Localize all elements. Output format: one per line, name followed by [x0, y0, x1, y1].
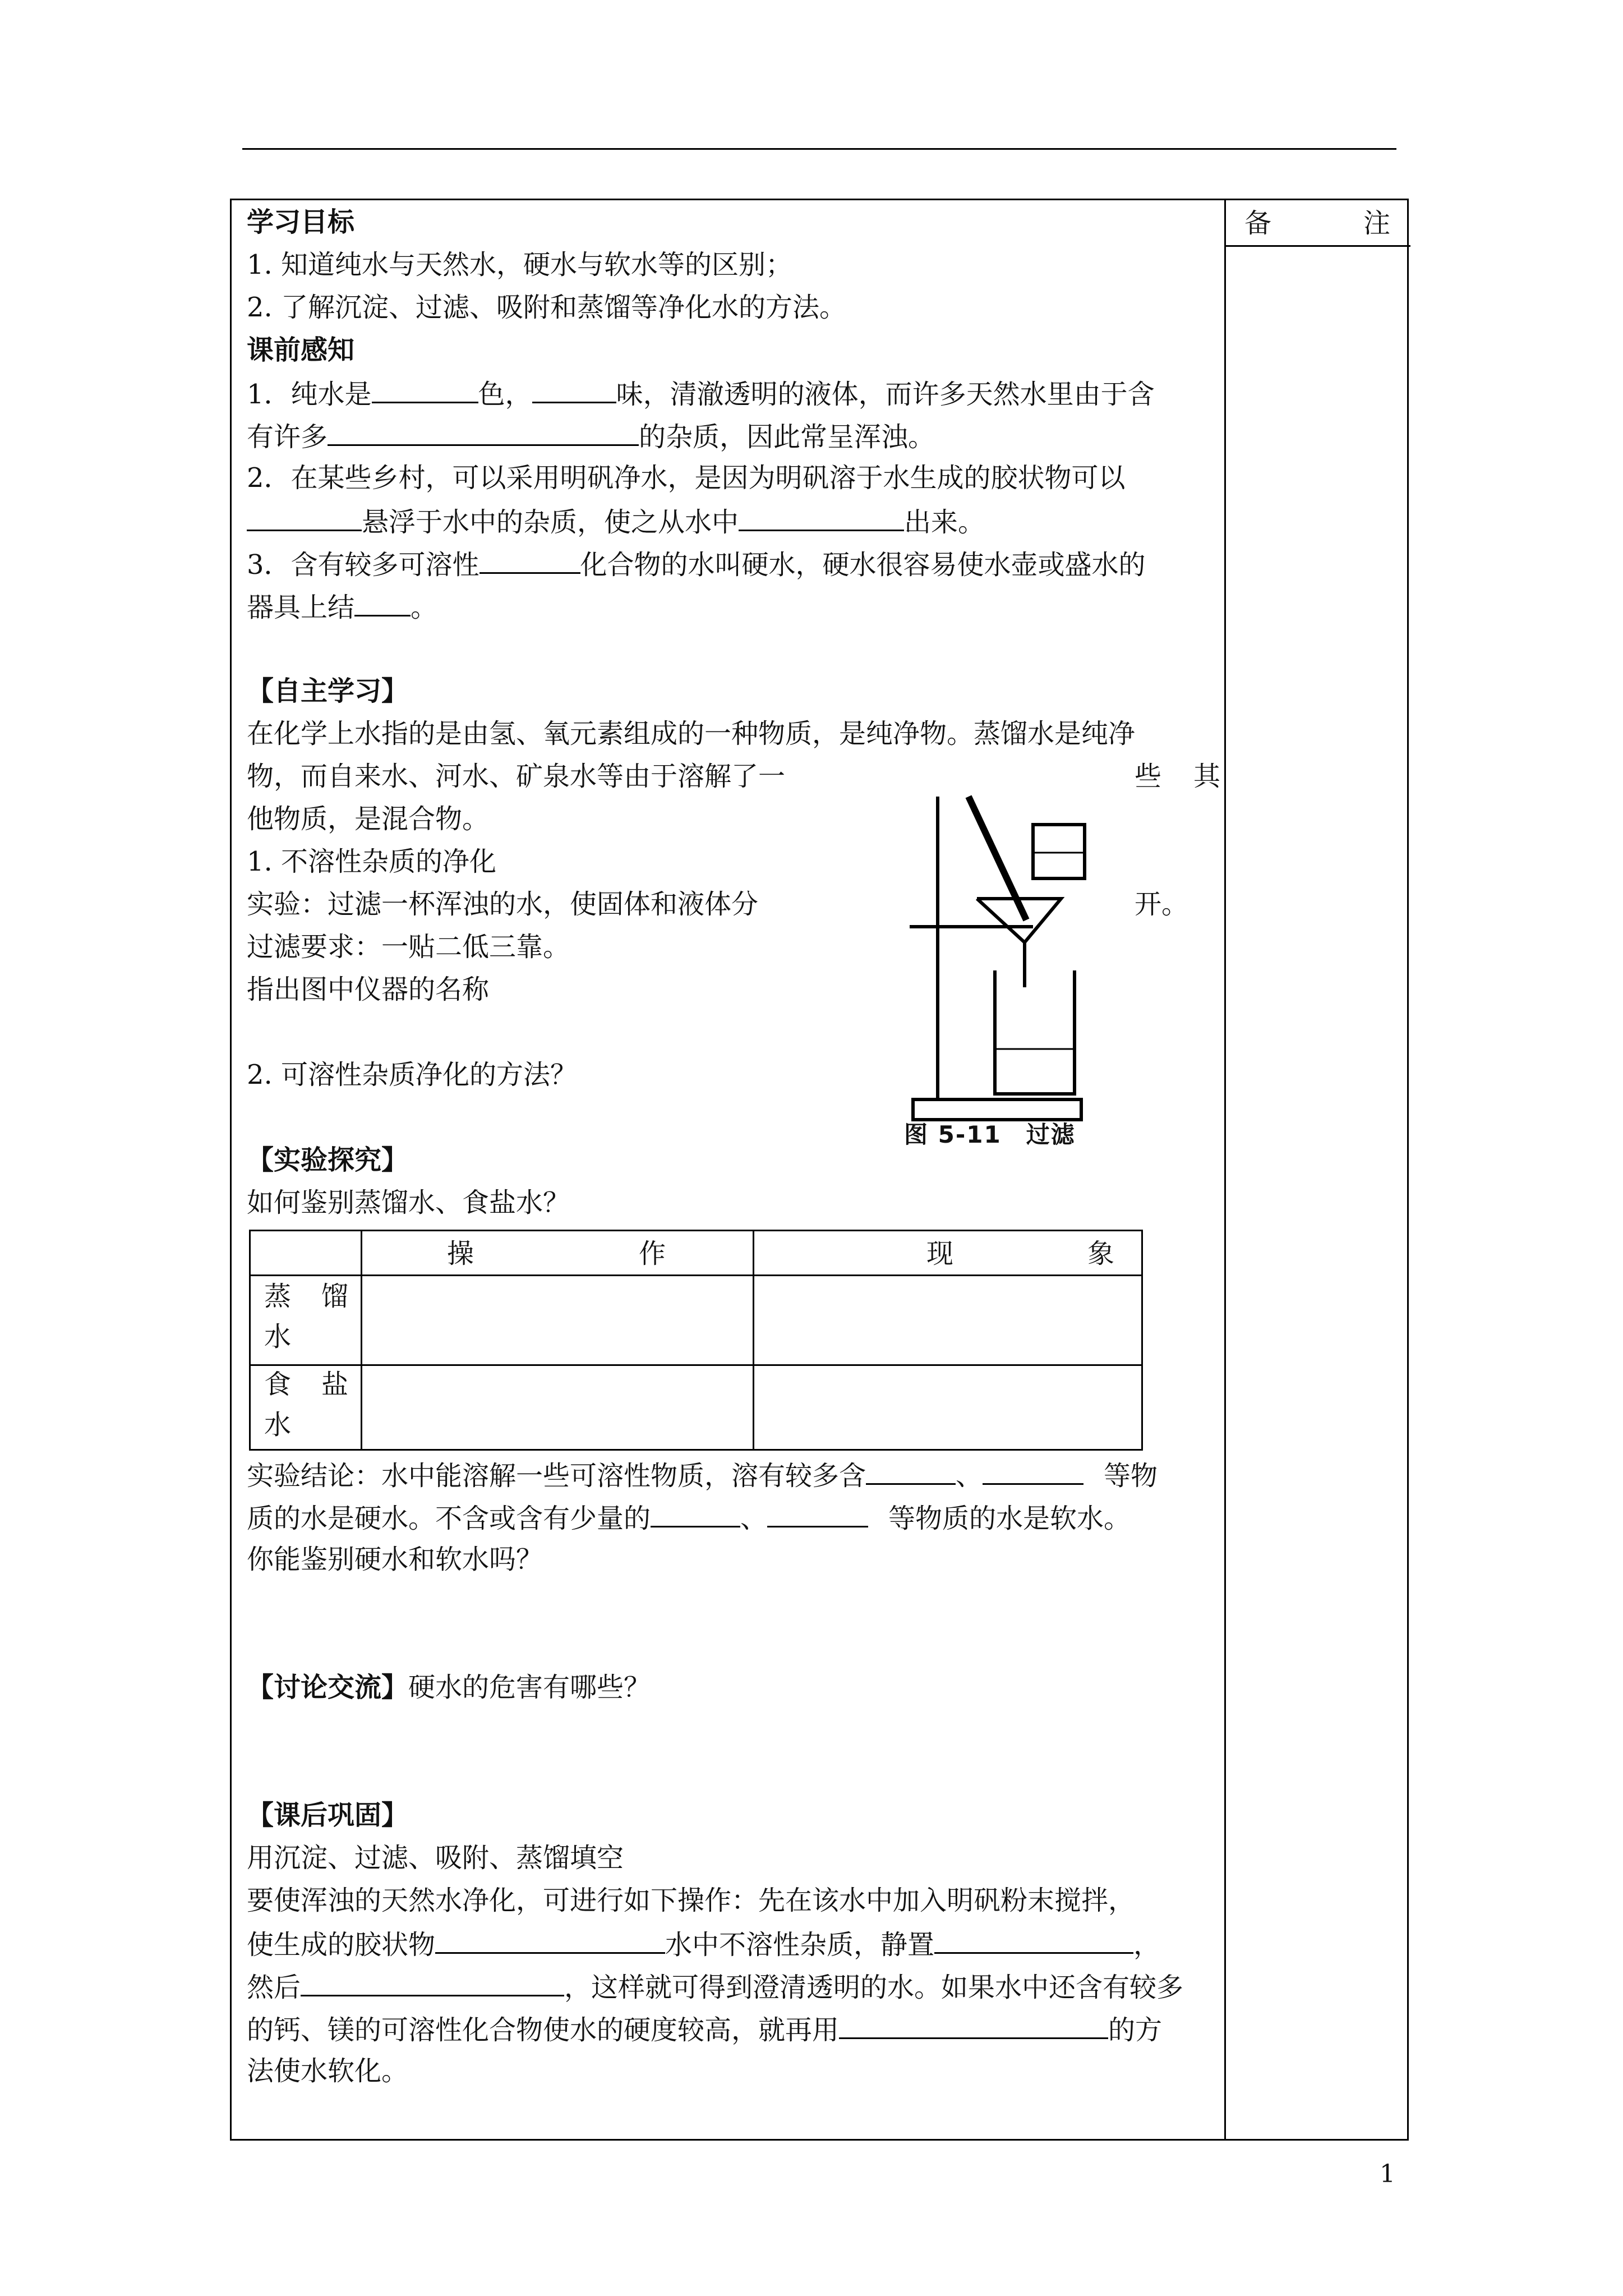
blank-impurities[interactable] [328, 414, 639, 446]
after-l2: 要使浑浊的天然水净化，可进行如下操作：先在该水中加入明矾粉末搅拌， [247, 1885, 1136, 1916]
goal-item-1: 1. 知道纯水与天然水，硬水与软水等的区别； [247, 249, 793, 280]
explore-question: 如何鉴别蒸馏水、食盐水？ [247, 1187, 570, 1218]
pre-title: 课前感知 [247, 334, 355, 366]
after-l1: 用沉淀、过滤、吸附、蒸馏填空 [247, 1842, 624, 1874]
name-instruments: 指出图中仪器的名称 [247, 974, 490, 1005]
blank-hard-2[interactable] [983, 1453, 1083, 1485]
goals-title: 学习目标 [247, 206, 355, 238]
notes-header-rule [1224, 245, 1410, 247]
pre-q1-line2: 有许多 的杂质，因此常呈浑浊。 [247, 414, 1211, 457]
conclusion-line1: 实验结论：水中能溶解一些可溶性物质，溶有较多含 、 等物 [247, 1453, 1211, 1496]
blank-color[interactable] [372, 371, 478, 403]
distinguish-question: 你能鉴别硬水和软水吗？ [247, 1544, 543, 1575]
explore-title: 【实验探究】 [247, 1144, 409, 1176]
lower-content [247, 1453, 1211, 2092]
after-l5: 的钙、镁的可溶性化合物使水的硬度较高，就再用 的方 [247, 2007, 1211, 2050]
self-study-p3: 他物质，是混合物。 [247, 803, 490, 835]
blank-adsorb-2[interactable] [435, 1922, 665, 1954]
discuss-title: 【讨论交流】 [247, 1672, 409, 1703]
page-number: 1 [1380, 2160, 1395, 2188]
section-insoluble: 1. 不溶性杂质的净化 [247, 846, 497, 877]
blank-compound[interactable] [479, 542, 580, 574]
notes-header-char-1: 备 [1244, 208, 1272, 239]
after-l3: 使生成的胶状物 水中不溶性杂质，静置 ， [247, 1922, 1211, 1964]
pre-q3-line1: 3．含有较多可溶性 化合物的水叫硬水，硬水很容易使水壶或盛水的 [247, 542, 1211, 585]
notes-header-char-2: 注 [1363, 208, 1390, 239]
notes-header [1235, 203, 1399, 244]
blank-filter[interactable] [301, 1964, 564, 1996]
column-divider [1224, 200, 1226, 2139]
pouring-beaker [1033, 825, 1085, 878]
table-row-divider [251, 1364, 1141, 1366]
blank-settle-2[interactable] [934, 1922, 1133, 1954]
self-study-title: 【自主学习】 [247, 675, 409, 707]
glass-rod [969, 797, 1026, 920]
pre-q2-line1: 2．在某些乡村，可以采用明矾净水，是因为明矾溶于水生成的胶状物可以 [247, 462, 1126, 494]
row-label-salt-water: 食 盐 水 [264, 1369, 348, 1441]
blank-adsorb[interactable] [247, 499, 362, 531]
pre-q1-line1: 1．纯水是 色， 味，清澈透明的液体，而许多天然水里由于含 [247, 371, 1211, 414]
conclusion-line2: 质的水是硬水。不含或含有少量的 、 等物质的水是软水。 [247, 1496, 1211, 1538]
row-label-distilled-water: 蒸 馏 水 [264, 1281, 348, 1352]
blank-soft-1[interactable] [651, 1496, 740, 1527]
blank-distill[interactable] [839, 2007, 1108, 2039]
pre-q2-line2: 悬浮于水中的杂质，使之从水中 出来。 [247, 499, 1211, 542]
pre-q3-line2: 器具上结 。 [247, 585, 1211, 627]
after-title: 【课后巩固】 [247, 1800, 409, 1831]
blank-soft-2[interactable] [767, 1496, 868, 1527]
self-study-p2: 物，而自来水、河水、矿泉水等由于溶解了一 些 其 [247, 761, 1221, 792]
observation-table [249, 1230, 1143, 1451]
after-l4: 然后 ，这样就可得到澄清透明的水。如果水中还含有较多 [247, 1964, 1211, 2007]
self-study-p1: 在化学上水指的是由氢、氧元素组成的一种物质，是纯净物。蒸馏水是纯净 [247, 718, 1136, 749]
table-header-operation: 操 作 [447, 1238, 666, 1269]
header-rule [242, 148, 1396, 150]
receiving-beaker [995, 970, 1075, 1094]
blank-settle[interactable] [739, 499, 904, 531]
filter-requirements: 过滤要求：一贴二低三靠。 [247, 931, 570, 963]
blank-hard-1[interactable] [866, 1453, 956, 1485]
figure-caption: 图 5-11 过滤 [904, 1121, 1076, 1148]
section-soluble: 2. 可溶性杂质净化的方法？ [247, 1059, 578, 1091]
discuss-line: 【讨论交流】硬水的危害有哪些？ [247, 1672, 651, 1703]
after-l6: 法使水软化。 [247, 2055, 409, 2087]
goal-item-2: 2. 了解沉淀、过滤、吸附和蒸馏等净化水的方法。 [247, 292, 847, 323]
blank-scale[interactable] [354, 585, 411, 616]
table-header-phenomenon: 现 象 [926, 1238, 1114, 1269]
blank-smell[interactable] [532, 371, 616, 403]
filtration-figure [893, 780, 1106, 1161]
experiment-line: 实验：过滤一杯浑浊的水，使固体和液体分 开。 [247, 889, 1189, 920]
